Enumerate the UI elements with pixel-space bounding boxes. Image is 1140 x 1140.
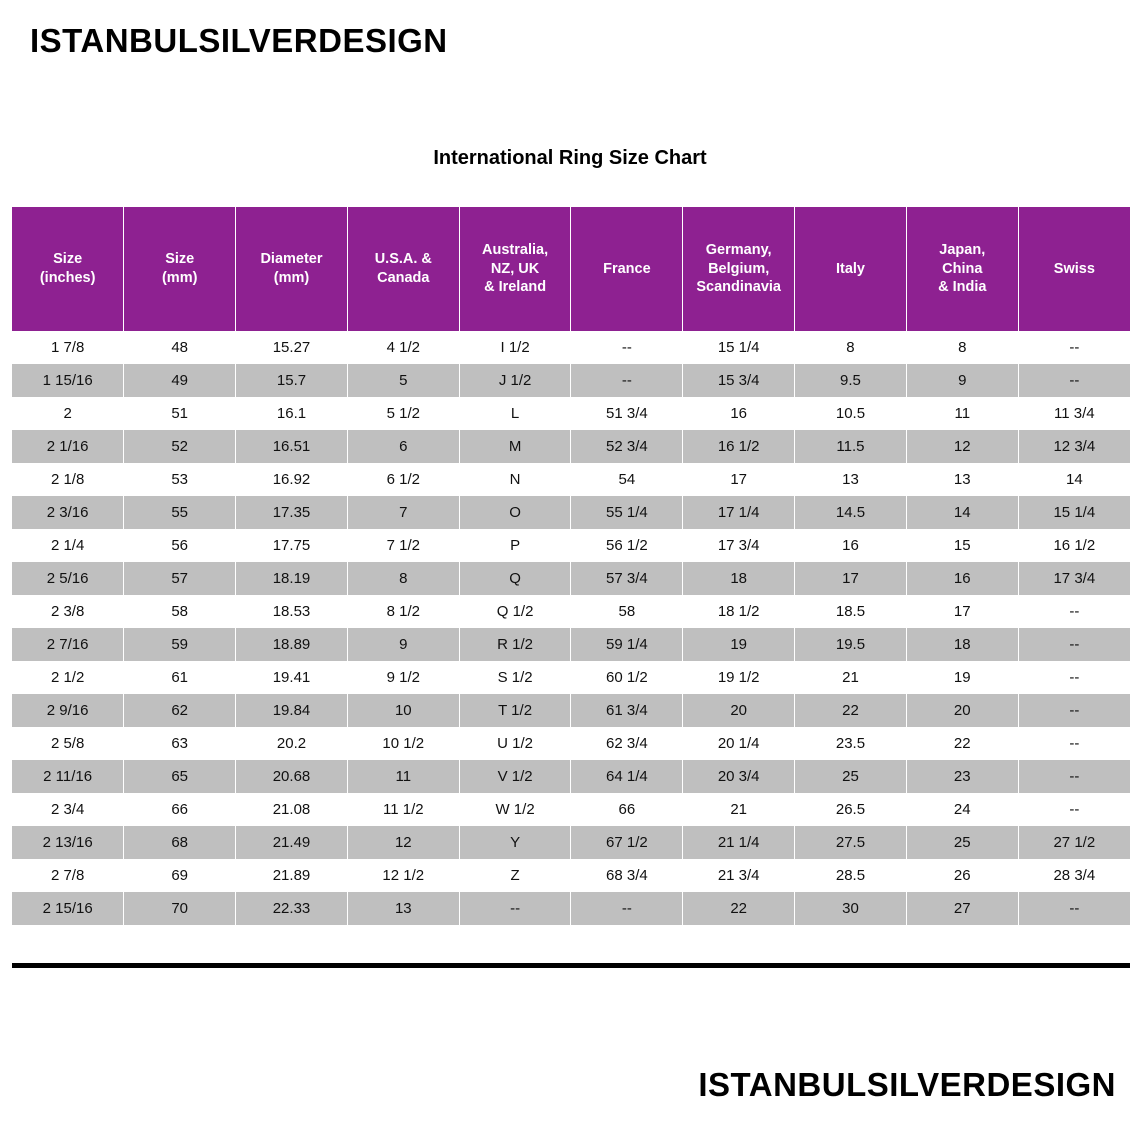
table-cell: Z (459, 859, 571, 892)
table-cell: 57 (124, 562, 236, 595)
column-header: Size (inches) (12, 207, 124, 331)
table-cell: 15 1/4 (683, 331, 795, 364)
table-cell: -- (1018, 760, 1130, 793)
table-cell: 51 (124, 397, 236, 430)
table-cell: 23.5 (795, 727, 907, 760)
table-cell: 17 3/4 (1018, 562, 1130, 595)
table-cell: 1 15/16 (12, 364, 124, 397)
table-cell: 20 (906, 694, 1018, 727)
table-row (12, 595, 1130, 628)
table-cell: -- (571, 331, 683, 364)
table-cell: W 1/2 (459, 793, 571, 826)
table-row (12, 430, 1130, 463)
table-cell: 15.27 (236, 331, 348, 364)
table-row (12, 661, 1130, 694)
table-cell: 12 (906, 430, 1018, 463)
table-cell: 12 1/2 (347, 859, 459, 892)
table-header (12, 207, 1130, 331)
table-cell: 61 (124, 661, 236, 694)
table-cell: 20 1/4 (683, 727, 795, 760)
table-cell: 19.84 (236, 694, 348, 727)
table-cell: 8 (906, 331, 1018, 364)
table-cell: 27.5 (795, 826, 907, 859)
table-cell: 22.33 (236, 892, 348, 925)
table-cell: 2 7/8 (12, 859, 124, 892)
table-cell: 12 (347, 826, 459, 859)
table-cell: 53 (124, 463, 236, 496)
table-cell: 28 3/4 (1018, 859, 1130, 892)
table-cell: 49 (124, 364, 236, 397)
table-row (12, 463, 1130, 496)
table-cell: 21 (795, 661, 907, 694)
table-cell: 18.19 (236, 562, 348, 595)
table-cell: 70 (124, 892, 236, 925)
table-row (12, 727, 1130, 760)
table-cell: 10.5 (795, 397, 907, 430)
table-cell: 9 (906, 364, 1018, 397)
table-cell: 54 (571, 463, 683, 496)
table-cell: 8 1/2 (347, 595, 459, 628)
table-cell: 2 13/16 (12, 826, 124, 859)
table-cell: 16.1 (236, 397, 348, 430)
table-cell: 21.49 (236, 826, 348, 859)
table-cell: 10 1/2 (347, 727, 459, 760)
table-cell: 6 1/2 (347, 463, 459, 496)
table-cell: 2 1/16 (12, 430, 124, 463)
table-cell: 52 (124, 430, 236, 463)
table-cell: 2 (12, 397, 124, 430)
table-cell: 22 (906, 727, 1018, 760)
table-cell: 66 (571, 793, 683, 826)
table-body (12, 331, 1130, 925)
table-row (12, 628, 1130, 661)
table-cell: 9.5 (795, 364, 907, 397)
table-cell: 21 3/4 (683, 859, 795, 892)
ring-size-table (12, 207, 1130, 925)
table-cell: 60 1/2 (571, 661, 683, 694)
table-cell: Q 1/2 (459, 595, 571, 628)
table-cell: -- (1018, 364, 1130, 397)
column-header: Diameter (mm) (236, 207, 348, 331)
table-row (12, 529, 1130, 562)
column-header: Size (mm) (124, 207, 236, 331)
table-cell: 14.5 (795, 496, 907, 529)
table-cell: R 1/2 (459, 628, 571, 661)
table-cell: 56 (124, 529, 236, 562)
table-cell: 51 3/4 (571, 397, 683, 430)
table-cell: 18.53 (236, 595, 348, 628)
column-header: U.S.A. & Canada (347, 207, 459, 331)
table-cell: -- (1018, 892, 1130, 925)
table-row (12, 826, 1130, 859)
table-cell: 67 1/2 (571, 826, 683, 859)
table-cell: 11 1/2 (347, 793, 459, 826)
table-cell: 68 3/4 (571, 859, 683, 892)
table-cell: U 1/2 (459, 727, 571, 760)
table-cell: 21.89 (236, 859, 348, 892)
table-cell: 10 (347, 694, 459, 727)
table-cell: -- (1018, 793, 1130, 826)
table-cell: 11 (906, 397, 1018, 430)
table-cell: 13 (795, 463, 907, 496)
table-cell: 17 (795, 562, 907, 595)
table-cell: 4 1/2 (347, 331, 459, 364)
table-cell: 26.5 (795, 793, 907, 826)
table-cell: N (459, 463, 571, 496)
page-title: International Ring Size Chart (433, 147, 707, 169)
table-cell: 58 (124, 595, 236, 628)
table-cell: 22 (683, 892, 795, 925)
table-cell: 59 (124, 628, 236, 661)
table-cell: 59 1/4 (571, 628, 683, 661)
table-cell: 56 1/2 (571, 529, 683, 562)
table-cell: 9 (347, 628, 459, 661)
brand-title-top: ISTANBULSILVERDESIGN (30, 22, 448, 59)
table-cell: Q (459, 562, 571, 595)
table-cell: 19.5 (795, 628, 907, 661)
table-cell: J 1/2 (459, 364, 571, 397)
column-header: Swiss (1018, 207, 1130, 331)
table-cell: Y (459, 826, 571, 859)
table-cell: 52 3/4 (571, 430, 683, 463)
table-cell: -- (1018, 628, 1130, 661)
table-cell: 19 (906, 661, 1018, 694)
table-cell: 66 (124, 793, 236, 826)
table-row (12, 331, 1130, 364)
table-row (12, 397, 1130, 430)
table-cell: 58 (571, 595, 683, 628)
table-cell: 16 (683, 397, 795, 430)
divider-rule (12, 963, 1130, 968)
table-cell: 5 1/2 (347, 397, 459, 430)
table-cell: 19 1/2 (683, 661, 795, 694)
table-cell: 19 (683, 628, 795, 661)
table-cell: P (459, 529, 571, 562)
table-cell: -- (1018, 694, 1130, 727)
table-cell: 16 1/2 (683, 430, 795, 463)
table-cell: 21.08 (236, 793, 348, 826)
table-row (12, 859, 1130, 892)
table-cell: 20.2 (236, 727, 348, 760)
table-cell: 20 3/4 (683, 760, 795, 793)
table-cell: 9 1/2 (347, 661, 459, 694)
table-cell: O (459, 496, 571, 529)
table-cell: 20 (683, 694, 795, 727)
table-cell: 55 1/4 (571, 496, 683, 529)
table-row (12, 496, 1130, 529)
table-cell: 2 1/4 (12, 529, 124, 562)
column-header: Australia, NZ, UK & Ireland (459, 207, 571, 331)
ring-size-chart (12, 207, 1130, 925)
table-cell: 30 (795, 892, 907, 925)
table-cell: 18.5 (795, 595, 907, 628)
table-cell: 18 1/2 (683, 595, 795, 628)
table-cell: 15.7 (236, 364, 348, 397)
table-cell: 15 3/4 (683, 364, 795, 397)
table-cell: 24 (906, 793, 1018, 826)
table-cell: 14 (906, 496, 1018, 529)
table-cell: 18.89 (236, 628, 348, 661)
table-cell: 5 (347, 364, 459, 397)
column-header: Japan, China & India (906, 207, 1018, 331)
table-cell: 17 (683, 463, 795, 496)
table-cell: M (459, 430, 571, 463)
table-cell: 16.51 (236, 430, 348, 463)
brand-title-bottom: ISTANBULSILVERDESIGN (698, 1066, 1116, 1103)
table-cell: 2 7/16 (12, 628, 124, 661)
column-header: Germany, Belgium, Scandinavia (683, 207, 795, 331)
table-row (12, 694, 1130, 727)
table-cell: 11 (347, 760, 459, 793)
table-cell: 25 (906, 826, 1018, 859)
table-cell: 65 (124, 760, 236, 793)
table-cell: 16 (906, 562, 1018, 595)
table-cell: 11.5 (795, 430, 907, 463)
table-cell: 48 (124, 331, 236, 364)
table-cell: 69 (124, 859, 236, 892)
table-cell: 25 (795, 760, 907, 793)
table-cell: 2 5/16 (12, 562, 124, 595)
table-cell: 12 3/4 (1018, 430, 1130, 463)
table-cell: 23 (906, 760, 1018, 793)
table-row (12, 760, 1130, 793)
table-cell: 2 3/4 (12, 793, 124, 826)
table-cell: 57 3/4 (571, 562, 683, 595)
table-cell: -- (459, 892, 571, 925)
table-cell: 64 1/4 (571, 760, 683, 793)
table-cell: 17 3/4 (683, 529, 795, 562)
table-cell: 13 (347, 892, 459, 925)
table-cell: 62 (124, 694, 236, 727)
table-cell: 16 1/2 (1018, 529, 1130, 562)
table-cell: 2 5/8 (12, 727, 124, 760)
table-cell: 55 (124, 496, 236, 529)
table-cell: 17.75 (236, 529, 348, 562)
table-cell: I 1/2 (459, 331, 571, 364)
table-cell: 18 (683, 562, 795, 595)
table-cell: 1 7/8 (12, 331, 124, 364)
table-cell: 14 (1018, 463, 1130, 496)
table-cell: 2 3/16 (12, 496, 124, 529)
table-cell: 17 (906, 595, 1018, 628)
table-cell: 2 1/8 (12, 463, 124, 496)
table-cell: 6 (347, 430, 459, 463)
column-header: Italy (795, 207, 907, 331)
table-cell: 62 3/4 (571, 727, 683, 760)
table-cell: 15 (906, 529, 1018, 562)
table-cell: 21 (683, 793, 795, 826)
table-cell: 7 (347, 496, 459, 529)
table-cell: 16.92 (236, 463, 348, 496)
table-cell: 68 (124, 826, 236, 859)
table-cell: 18 (906, 628, 1018, 661)
table-row (12, 793, 1130, 826)
table-cell: S 1/2 (459, 661, 571, 694)
table-cell: L (459, 397, 571, 430)
table-cell: 16 (795, 529, 907, 562)
table-cell: T 1/2 (459, 694, 571, 727)
table-cell: 15 1/4 (1018, 496, 1130, 529)
table-cell: 2 1/2 (12, 661, 124, 694)
table-cell: 8 (347, 562, 459, 595)
table-cell: 22 (795, 694, 907, 727)
column-header: France (571, 207, 683, 331)
table-cell: 7 1/2 (347, 529, 459, 562)
table-row (12, 364, 1130, 397)
table-cell: 19.41 (236, 661, 348, 694)
table-cell: -- (1018, 595, 1130, 628)
table-cell: 17.35 (236, 496, 348, 529)
table-cell: 21 1/4 (683, 826, 795, 859)
table-cell: 13 (906, 463, 1018, 496)
table-cell: -- (571, 364, 683, 397)
table-header-row (12, 207, 1130, 331)
table-cell: 63 (124, 727, 236, 760)
table-cell: 26 (906, 859, 1018, 892)
table-cell: 20.68 (236, 760, 348, 793)
table-cell: 2 15/16 (12, 892, 124, 925)
table-cell: V 1/2 (459, 760, 571, 793)
table-cell: 2 11/16 (12, 760, 124, 793)
table-cell: 2 3/8 (12, 595, 124, 628)
table-cell: -- (1018, 331, 1130, 364)
table-cell: 11 3/4 (1018, 397, 1130, 430)
table-cell: -- (1018, 661, 1130, 694)
table-cell: 61 3/4 (571, 694, 683, 727)
table-cell: 8 (795, 331, 907, 364)
table-cell: 17 1/4 (683, 496, 795, 529)
table-row (12, 892, 1130, 925)
table-cell: -- (1018, 727, 1130, 760)
table-row (12, 562, 1130, 595)
table-cell: 28.5 (795, 859, 907, 892)
table-cell: 2 9/16 (12, 694, 124, 727)
table-cell: 27 (906, 892, 1018, 925)
table-cell: 27 1/2 (1018, 826, 1130, 859)
table-cell: -- (571, 892, 683, 925)
